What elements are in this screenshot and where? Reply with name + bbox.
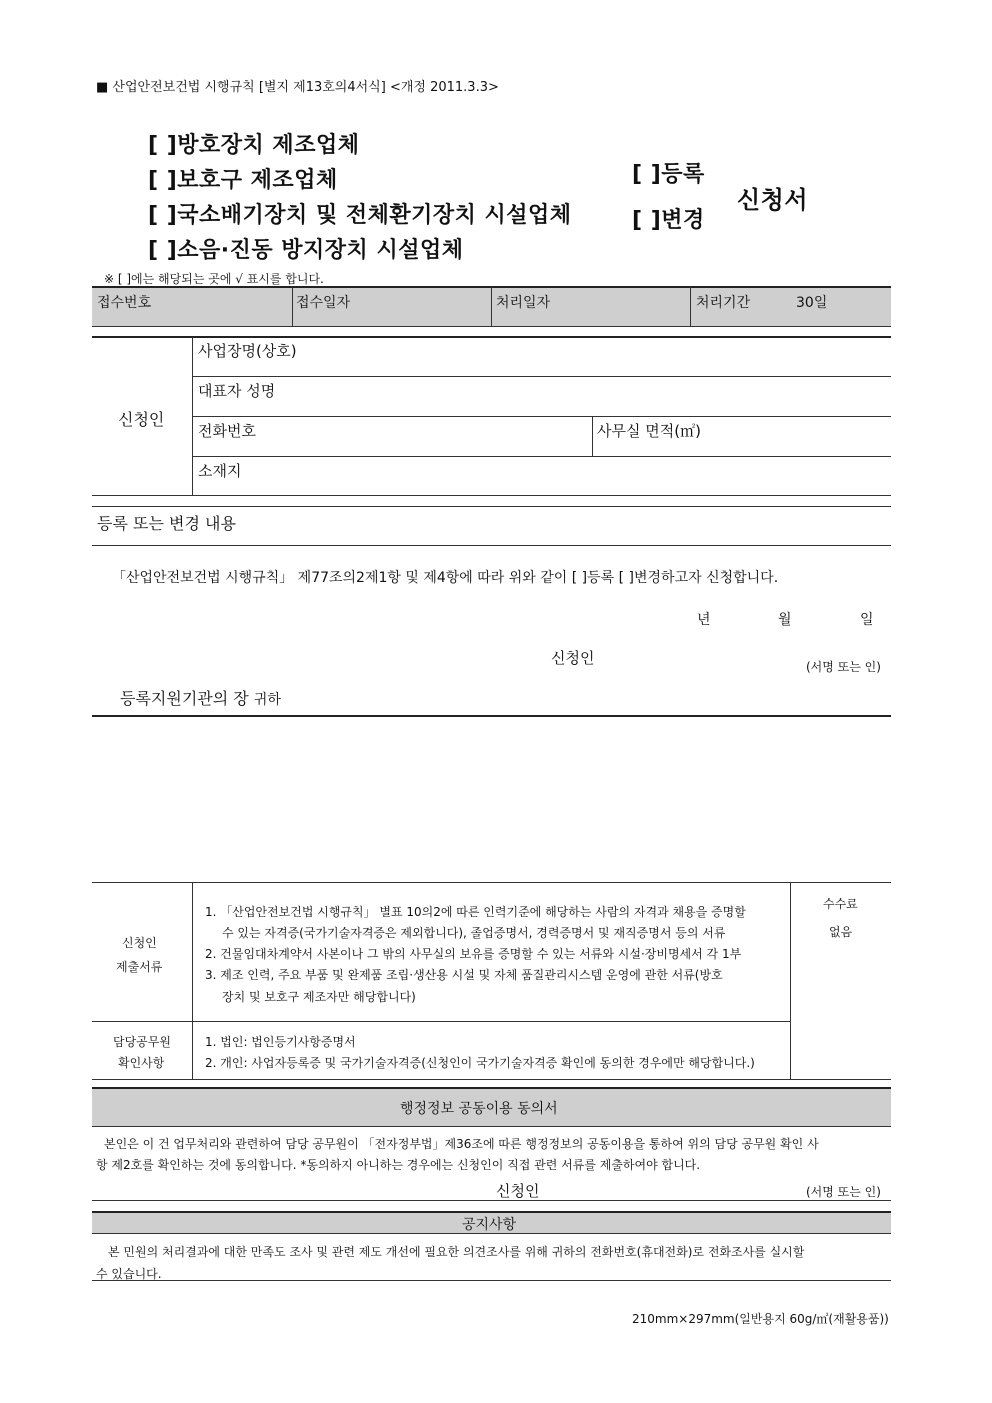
title-action-change: [ ]변경 xyxy=(632,208,705,233)
form-reference: ■ 산업안전보건법 시행규칙 [별지 제13호의4서식] <개정 2011.3.3> xyxy=(96,80,499,95)
officer-label-1: 담당공무원 xyxy=(113,1035,171,1049)
consent-line-2: 항 제2호를 확인하는 것에 동의합니다. *동의하지 아니하는 경우에는 신청인이 직접 관련 서류를 제출하여야 합니다. xyxy=(96,1158,701,1172)
receipt-date-label: 접수일자 xyxy=(296,295,351,311)
check-note: ※ [ ]에는 해당되는 곳에 √ 표시를 합니다. xyxy=(104,272,324,286)
consent-line-1: 본인은 이 건 업무처리와 관련하여 담당 공무원이 「전자정부법」제36조에 따른 행정정보의 공동이용을 통하여 위의 담당 공무원 확인 사 xyxy=(104,1137,819,1151)
content-label: 등록 또는 변경 내용 xyxy=(97,514,236,533)
title-action-register: [ ]등록 xyxy=(632,162,705,187)
title-type-4: [ ]소음·진동 방지장치 시설업체 xyxy=(148,238,464,263)
consent-applicant-label: 신청인 xyxy=(496,1182,540,1200)
address-label: 소재지 xyxy=(198,462,242,480)
applicant-docs-label-2: 제출서류 xyxy=(116,960,163,974)
title-type-2: [ ]보호구 제조업체 xyxy=(148,168,338,193)
doc-item-1: 1. 「산업안전보건법 시행규칙」 별표 10의2에 따른 인력기준에 해당하는 사람의 자격과 채용을 증명할 xyxy=(205,905,746,919)
date-year: 년 xyxy=(697,612,711,628)
recipient-name: 등록지원기관의 장 xyxy=(120,689,249,708)
recipient xyxy=(120,686,281,709)
recipient-suffix: 귀하 xyxy=(253,692,281,708)
date-month: 월 xyxy=(778,612,792,628)
receipt-number-label: 접수번호 xyxy=(97,295,152,311)
consent-title: 행정정보 공동이용 동의서 xyxy=(400,1101,558,1117)
processing-period-label: 처리기간 xyxy=(696,295,751,311)
officer-item-1: 1. 법인: 법인등기사항증명서 xyxy=(205,1035,356,1049)
applicant-section-label: 신청인 xyxy=(118,410,165,429)
title-type-3: [ ]국소배기장치 및 전체환기장치 시설업체 xyxy=(148,203,572,228)
notice-title: 공지사항 xyxy=(462,1217,517,1233)
declaration-text: 「산업안전보건법 시행규칙」 제77조의2제1항 및 제4항에 따라 위와 같이 [ ]등록 [ ]변경하고자 신청합니다. xyxy=(112,570,779,586)
processing-period-value: 30일 xyxy=(796,295,828,311)
title-form-name: 신청서 xyxy=(737,186,809,214)
phone-label: 전화번호 xyxy=(198,422,256,440)
notice-line-2: 수 있습니다. xyxy=(96,1267,162,1281)
officer-label-2: 확인사항 xyxy=(118,1056,165,1070)
officer-item-2: 2. 개인: 사업자등록증 및 국가기술자격증(신청인이 국가기술자격증 확인에 동의한 경우에만 해당합니다.) xyxy=(205,1056,755,1070)
representative-label: 대표자 성명 xyxy=(198,382,276,400)
doc-item-2: 2. 건물임대차계약서 사본이나 그 밖의 사무실의 보유를 증명할 수 있는 서류와 시설·장비명세서 각 1부 xyxy=(205,947,742,961)
declaration-signature-hint: (서명 또는 인) xyxy=(806,660,881,674)
fee-value: 없음 xyxy=(829,925,853,939)
notice-line-1: 본 민원의 처리결과에 대한 만족도 조사 및 관련 제도 개선에 필요한 의견조사를 위해 귀하의 전화번호(휴대전화)로 전화조사를 실시할 xyxy=(108,1245,805,1259)
processing-date-label: 처리일자 xyxy=(496,295,551,311)
applicant-docs-label-1: 신청인 xyxy=(122,936,157,950)
paper-spec: 210mm×297mm(일반용지 60g/㎡(재활용품)) xyxy=(632,1312,889,1326)
office-area-label: 사무실 면적(㎡) xyxy=(597,422,701,440)
date-day: 일 xyxy=(860,612,874,628)
consent-signature-hint: (서명 또는 인) xyxy=(806,1185,881,1199)
title-type-1: [ ]방호장치 제조업체 xyxy=(148,133,360,158)
fee-label: 수수료 xyxy=(823,897,858,911)
doc-item-1-cont: 수 있는 자격증(국가기술자격증은 제외합니다), 졸업증명서, 경력증명서 및 재직증명서 등의 서류 xyxy=(222,926,726,940)
declaration-applicant-label: 신청인 xyxy=(551,649,595,667)
doc-item-3: 3. 제조 인력, 주요 부품 및 완제품 조립·생산용 시설 및 자체 품질관리시스템 운영에 관한 서류(방호 xyxy=(205,968,723,982)
business-name-label: 사업장명(상호) xyxy=(198,342,297,360)
doc-item-3-cont: 장치 및 보호구 제조자만 해당합니다) xyxy=(222,990,416,1004)
